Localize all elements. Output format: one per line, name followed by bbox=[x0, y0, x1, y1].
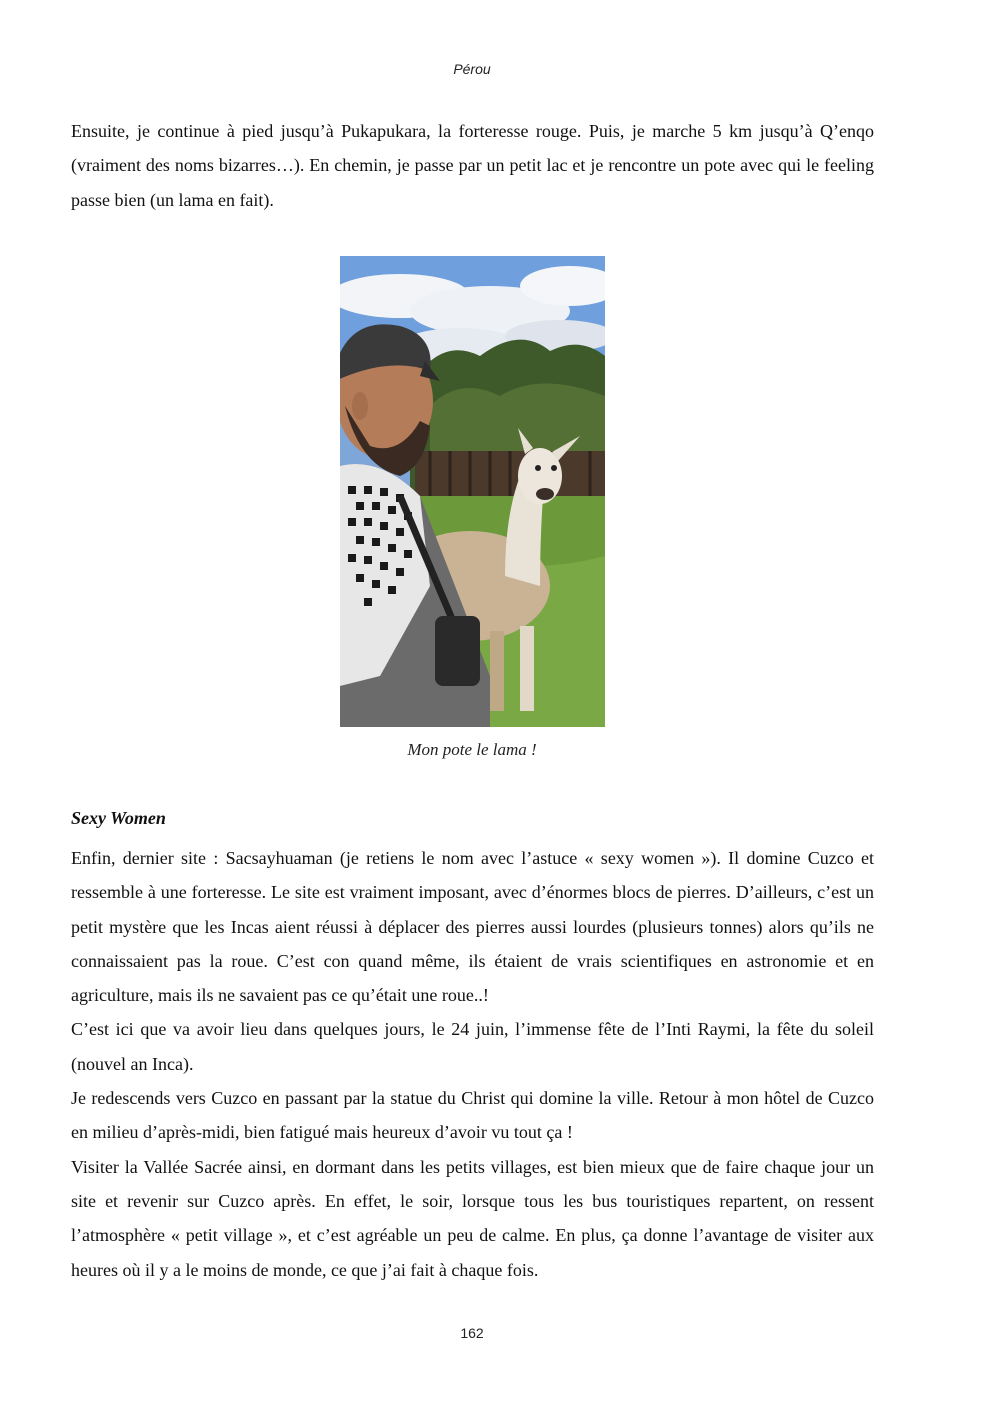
page-number: 162 bbox=[460, 1325, 484, 1341]
section-title: Sexy Women bbox=[71, 808, 166, 828]
running-header: Pérou bbox=[453, 61, 491, 77]
section-paragraph: C’est ici que va avoir lieu dans quelques jours, le 24 juin, l’immense fête de l’Inti Raymi, la fête du soleil (nouvel an Inca). bbox=[71, 1019, 874, 1074]
figure-caption: Mon pote le lama ! bbox=[407, 740, 537, 759]
section-paragraph: Enfin, dernier site : Sacsayhuaman (je retiens le nom avec l’astuce « sexy women »). Il domine Cuzco et ressemble à une forteresse. Le site est vraiment imposant, avec d’énormes blocs de pierres. D’ailleurs, c’est un petit mystère que les Incas aient réussi à déplacer des pierres aussi lourdes (plusieurs tonnes) alors qu’ils ne connaissaient pas la roue. C’est con quand même, ils étaient de vrais scientifiques en astronomie et en agriculture, mais ils ne savaient pas ce qu’était une roue..! bbox=[71, 848, 874, 1006]
llama-photo bbox=[340, 256, 605, 727]
intro-paragraph: Ensuite, je continue à pied jusqu’à Pukapukara, la forteresse rouge. Puis, je marche 5 km jusqu’à Q’enqo (vraiment des noms bizarres…). En chemin, je passe par un petit lac et je rencontre un pote avec qui le feeling passe bien (un lama en fait). bbox=[71, 121, 874, 210]
section-paragraph: Visiter la Vallée Sacrée ainsi, en dormant dans les petits villages, est bien mieux que de faire chaque jour un site et revenir sur Cuzco après. En effet, le soir, lorsque tous les bus touristiques repartent, on ressent l’atmosphère « petit village », et c’est agréable un peu de calme. En plus, ça donne l’avantage de visiter aux heures où il y a le moins de monde, ce que j’ai fait à chaque fois. bbox=[71, 1156, 874, 1280]
section-body bbox=[71, 841, 874, 1287]
section-paragraph: Je redescends vers Cuzco en passant par la statue du Christ qui domine la ville. Retour à mon hôtel de Cuzco en milieu d’après-midi, bien fatigué mais heureux d’avoir vu tout ça ! bbox=[71, 1088, 874, 1143]
